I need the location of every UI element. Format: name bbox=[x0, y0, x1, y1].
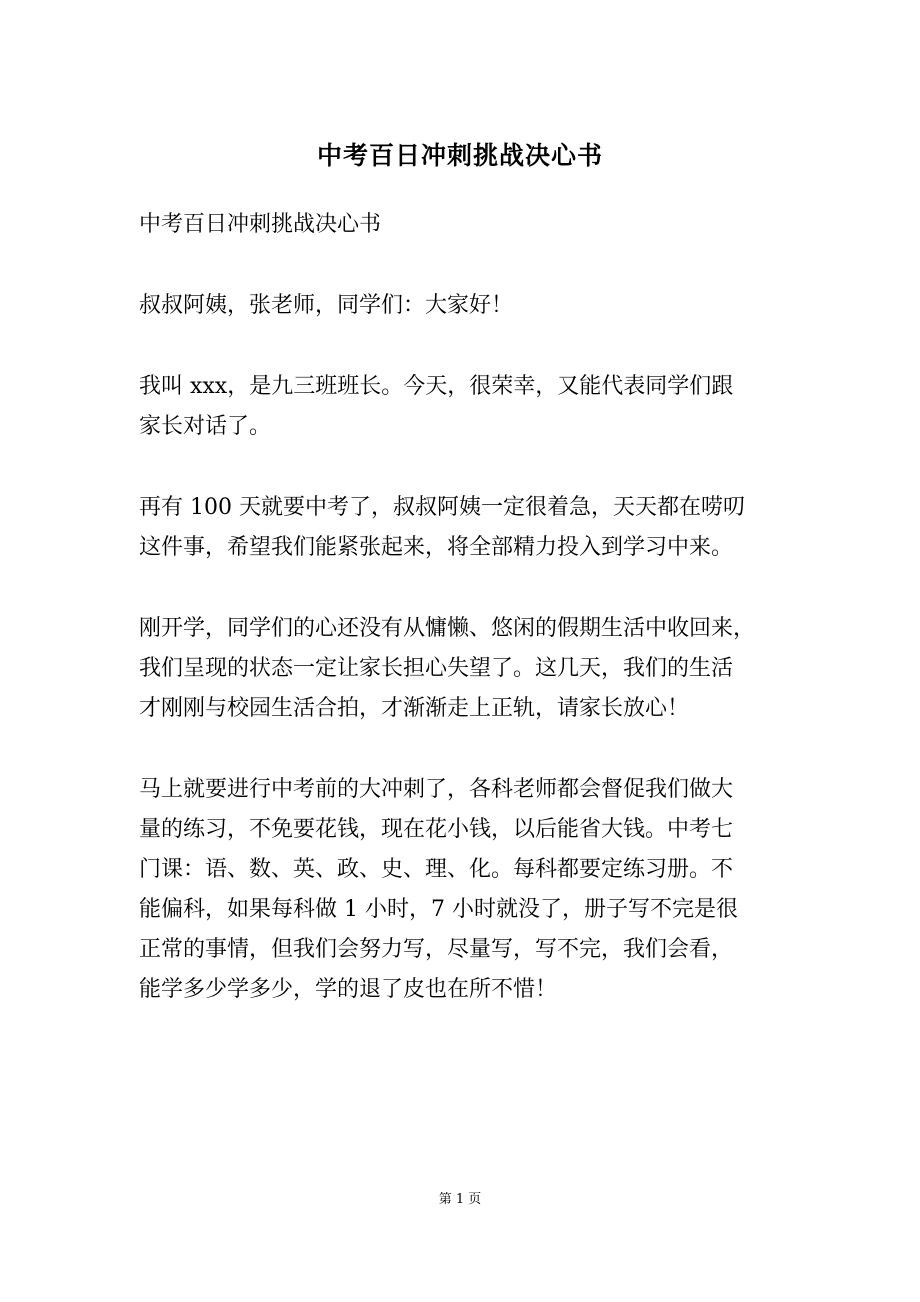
paragraph-line: 门课：语、数、英、政、史、理、化。每科都要定练习册。不 bbox=[139, 857, 734, 882]
paragraph-line: 家长对话了。 bbox=[139, 414, 272, 439]
paragraph-line: 这件事，希望我们能紧张起来，将全部精力投入到学习中来。 bbox=[139, 535, 734, 560]
paragraph bbox=[139, 205, 789, 245]
paragraph bbox=[139, 770, 789, 1010]
paragraph bbox=[139, 367, 789, 447]
paragraph-line: 中考百日冲刺挑战决心书 bbox=[139, 212, 382, 237]
page-number: 第 1 页 bbox=[438, 1192, 482, 1207]
paragraph-line: 我们呈现的状态一定让家长担心失望了。这几天，我们的生活 bbox=[139, 656, 734, 681]
document-body bbox=[139, 205, 789, 1051]
paragraph-line: 能学多少学多少，学的退了皮也在所不惜！ bbox=[139, 977, 558, 1002]
paragraph bbox=[139, 488, 789, 568]
paragraph-line: 才刚刚与校园生活合拍，才渐渐走上正轨，请家长放心！ bbox=[139, 696, 690, 721]
paragraph-line: 再有 100 天就要中考了，叔叔阿姨一定很着急，天天都在唠叨 bbox=[139, 495, 745, 520]
paragraph-line: 我叫 xxx，是九三班班长。今天，很荣幸，又能代表同学们跟 bbox=[139, 374, 734, 399]
paragraph-line: 叔叔阿姨，张老师，同学们：大家好！ bbox=[139, 293, 514, 318]
paragraph-line: 刚开学，同学们的心还没有从慵懒、悠闲的假期生活中收回来， bbox=[139, 616, 756, 641]
paragraph-line: 马上就要进行中考前的大冲刺了，各科老师都会督促我们做大 bbox=[139, 777, 734, 802]
paragraph-line: 量的练习，不免要花钱，现在花小钱，以后能省大钱。中考七 bbox=[139, 817, 734, 842]
document-title: 中考百日冲刺挑战决心书 bbox=[316, 141, 603, 170]
paragraph bbox=[139, 609, 789, 729]
paragraph bbox=[139, 286, 789, 326]
paragraph-line: 正常的事情，但我们会努力写，尽量写，写不完，我们会看， bbox=[139, 937, 734, 962]
paragraph-line: 能偏科，如果每科做 1 小时，7 小时就没了，册子写不完是很 bbox=[139, 897, 738, 922]
